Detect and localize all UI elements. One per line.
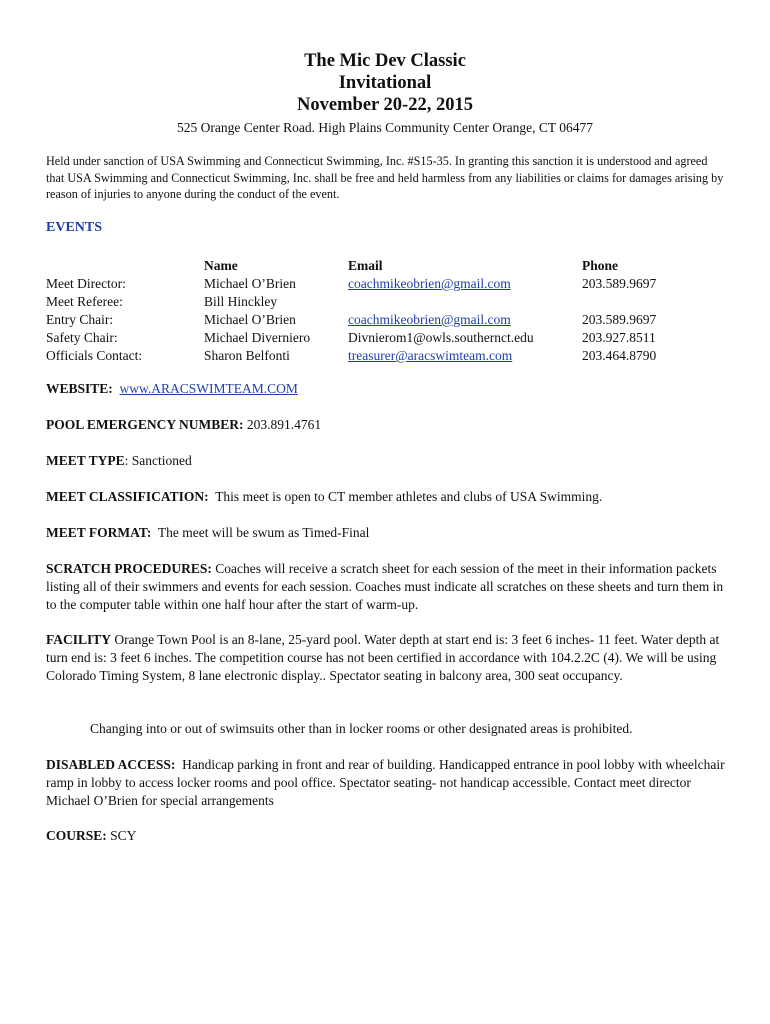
role-label: Meet Referee: bbox=[46, 294, 123, 309]
contact-phone: 203.589.9697 bbox=[582, 312, 657, 327]
email-header: Email bbox=[348, 258, 383, 273]
meet-format-line bbox=[46, 524, 736, 542]
disabled-access-text: Handicap parking in front and rear of building. Handicapped entrance in pool lobby with wheelchair ramp in lobby to access locker rooms and pool office. Spectator seating- not handicap accessible. Contact meet director Michael O’Brien for special arrangements bbox=[46, 757, 725, 808]
email-link[interactable]: treasurer@aracswimteam.com bbox=[348, 348, 513, 363]
emails-column bbox=[348, 257, 534, 365]
contact-name: Michael O’Brien bbox=[204, 276, 296, 291]
meet-classification-line bbox=[46, 488, 736, 506]
scratch-text: Coaches will receive a scratch sheet for each session of the meet in their information packets listing all of their swimmers and events for each session. Coaches must indicate all scratches on these sheets and turn them in to the computer table within one half hour after the start of warm-up. bbox=[46, 561, 724, 612]
role-label: Safety Chair: bbox=[46, 330, 118, 345]
contact-name: Michael O’Brien bbox=[204, 312, 296, 327]
website-link[interactable]: www.ARACSWIMTEAM.COM bbox=[119, 381, 298, 396]
phone-header: Phone bbox=[582, 258, 619, 273]
contact-phone: 203.589.9697 bbox=[582, 276, 657, 291]
contact-phone: 203.464.8790 bbox=[582, 348, 657, 363]
title-line-2: Invitational bbox=[338, 73, 432, 93]
email-text: Divnierom1@owls.southernct.edu bbox=[348, 330, 534, 345]
email-link[interactable]: coachmikeobrien@gmail.com bbox=[348, 312, 511, 327]
facility-label: FACILITY bbox=[46, 632, 112, 647]
phones-column bbox=[582, 257, 656, 365]
contact-name: Bill Hinckley bbox=[204, 294, 278, 309]
pool-emergency-line bbox=[46, 416, 736, 434]
names-column bbox=[204, 257, 310, 365]
email-empty bbox=[348, 293, 534, 311]
changing-notice: Changing into or out of swimsuits other than in locker rooms or other designated areas is prohibited. bbox=[90, 721, 633, 736]
course-line bbox=[46, 827, 736, 845]
name-header: Name bbox=[204, 258, 238, 273]
website-line bbox=[46, 380, 736, 398]
email-link[interactable]: coachmikeobrien@gmail.com bbox=[348, 276, 511, 291]
role-label: Meet Director: bbox=[46, 276, 126, 291]
pool-emergency-label: POOL EMERGENCY NUMBER: bbox=[46, 417, 244, 432]
contact-phone: 203.927.8511 bbox=[582, 330, 656, 345]
meet-classification-value: This meet is open to CT member athletes and clubs of USA Swimming. bbox=[215, 489, 603, 504]
disabled-access-paragraph bbox=[46, 756, 736, 810]
venue-address: 525 Orange Center Road. High Plains Community Center Orange, CT 06477 bbox=[177, 120, 593, 135]
contact-name: Sharon Belfonti bbox=[204, 348, 290, 363]
meet-type-value: : Sanctioned bbox=[124, 453, 192, 468]
title-line-1: The Mic Dev Classic bbox=[304, 51, 466, 71]
website-label: WEBSITE: bbox=[46, 381, 113, 396]
scratch-procedures-paragraph bbox=[46, 560, 736, 614]
meet-type-line bbox=[46, 452, 736, 470]
facility-paragraph bbox=[46, 631, 736, 685]
roles-column bbox=[46, 257, 142, 365]
meet-classification-label: MEET CLASSIFICATION: bbox=[46, 489, 209, 504]
contact-name: Michael Diverniero bbox=[204, 330, 311, 345]
contact-phone bbox=[582, 293, 656, 311]
facility-text: Orange Town Pool is an 8-lane, 25-yard pool. Water depth at start end is: 3 feet 6 inches- 11 feet. Water depth at turn end is: 3 feet 6 inches. The competition course has not been certified in accordance with 104.2.2C (4). We will be using Colorado Timing System, 8 lane electronic display.. Spectator seating in balcony area, 300 seat occupancy. bbox=[46, 632, 720, 683]
pool-emergency-number: 203.891.4761 bbox=[246, 417, 322, 432]
meet-format-label: MEET FORMAT: bbox=[46, 525, 152, 540]
role-label: Officials Contact: bbox=[46, 348, 143, 363]
course-label: COURSE: bbox=[46, 828, 107, 843]
meet-type-label: MEET TYPE bbox=[46, 453, 125, 468]
disabled-access-label: DISABLED ACCESS: bbox=[46, 757, 176, 772]
course-value: SCY bbox=[110, 828, 137, 843]
sanction-statement: Held under sanction of USA Swimming and Connecticut Swimming, Inc. #S15-35. In granting this sanction it is understood and agreed that USA Swimming and Connecticut Swimming, Inc. shall be free and held harmless from any liabilities or claims for damages arising by reason of injuries to anyone during the conduct of the event. bbox=[46, 154, 724, 201]
events-heading: EVENTS bbox=[46, 220, 103, 235]
title-line-3: November 20-22, 2015 bbox=[297, 95, 473, 115]
meet-format-value: The meet will be swum as Timed-Final bbox=[157, 525, 370, 540]
scratch-label: SCRATCH PROCEDURES: bbox=[46, 561, 212, 576]
role-label: Entry Chair: bbox=[46, 312, 114, 327]
